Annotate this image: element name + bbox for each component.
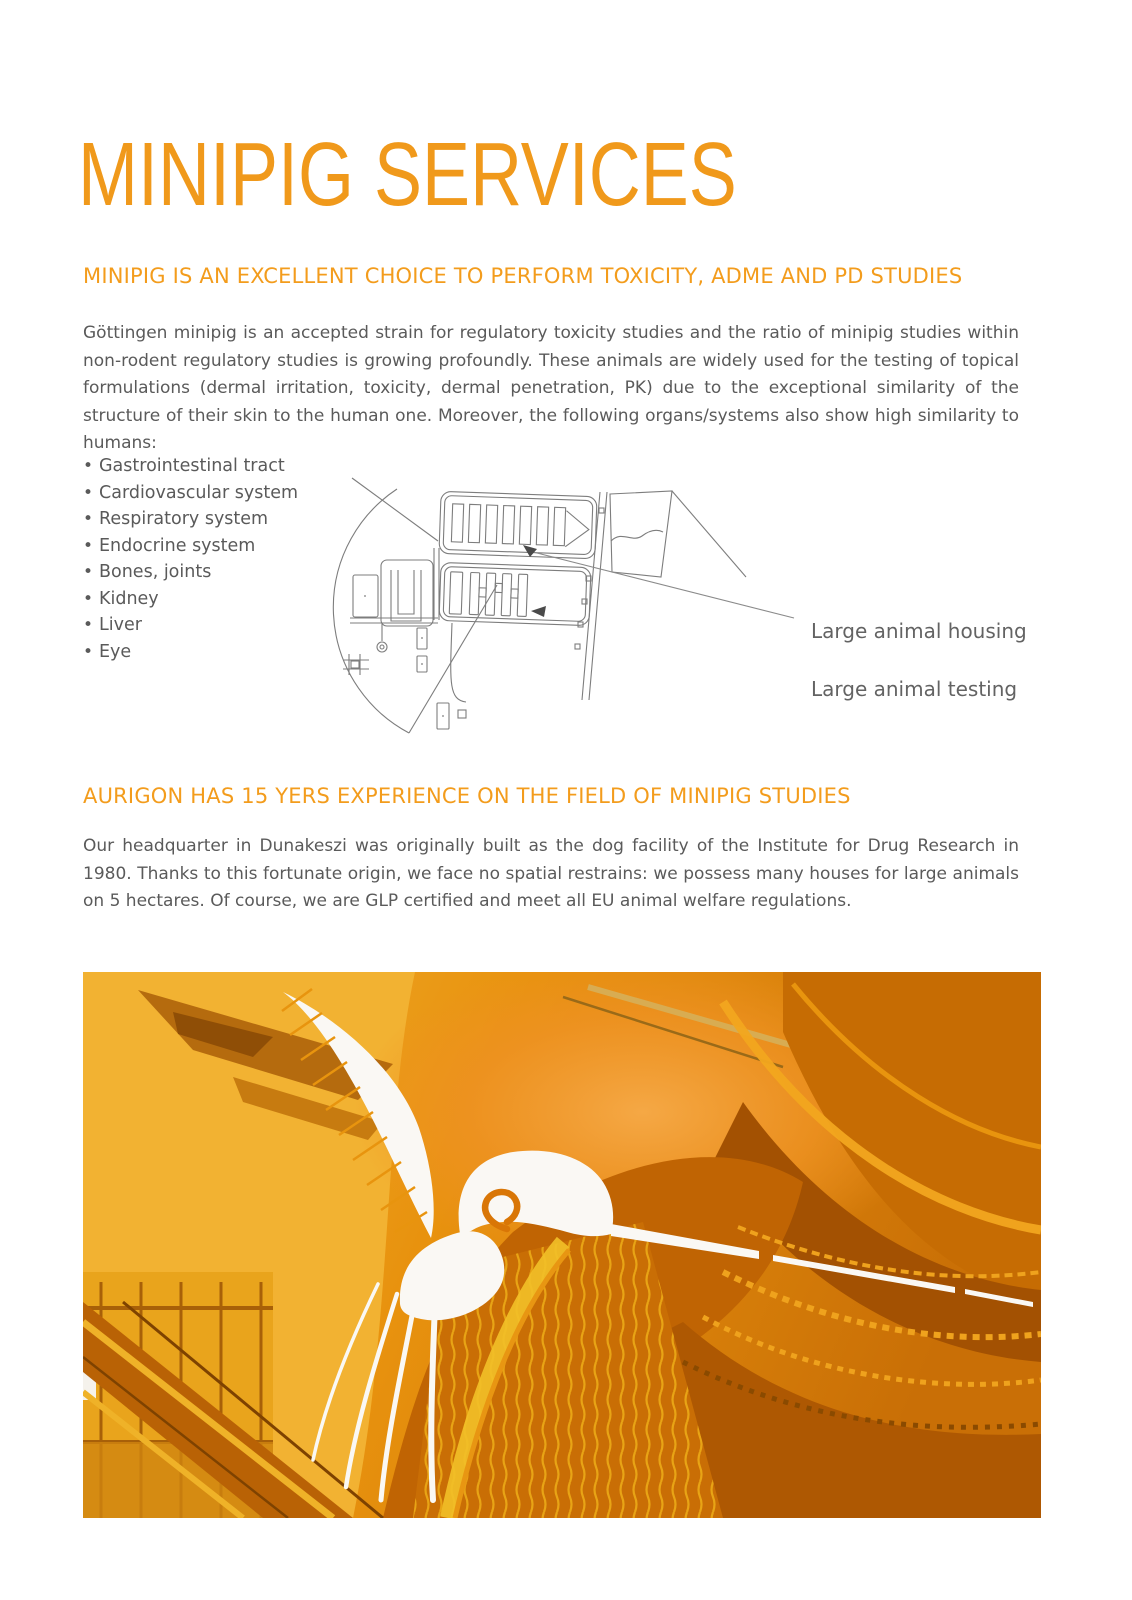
facility-photo [83,972,1041,1518]
bullet-marker: • [83,588,94,609]
bullet-label: Cardiovascular system [99,482,299,503]
bullet-label: Endocrine system [99,535,256,556]
arrow-icon-housing [523,545,537,557]
u-building-enclosure [381,560,433,626]
arrow-icon-testing [531,606,546,617]
paragraph-experience: Our headquarter in Dunakeszi was originally built as the dog facility of the Institute for Drug Research in 1980. Thanks to this fortunate origin, we face no spatial restrains: we possess many houses for large animals on 5 hectares. Of course, we are GLP certified and meet all EU animal welfare regulations. [83,836,1019,911]
paragraph-toxicity: Göttingen minipig is an accepted strain for regulatory toxicity studies and the ratio of minipig studies within non-rodent regulatory studies is growing profoundly. These animals are widely used for the testing of topical formulations (dermal irritation, toxicity, dermal penetration, PK) due to the exceptional similarity of the structure of their skin to the human one. Moreover, the following organs/systems also show high similarity to humans: [83,323,1019,453]
bullet-label: Gastrointestinal tract [99,456,285,476]
bullet-marker: • [83,615,94,635]
bullet-marker: • [83,509,94,529]
bullet-label: Bones, joints [99,562,212,582]
bullet-marker: • [83,482,94,503]
pond-outline [610,491,672,577]
housing-building [439,491,597,558]
u-building [391,570,421,621]
bullet-label: Respiratory system [99,509,269,529]
bullet-label: Liver [99,615,142,635]
bullet-marker: • [83,535,94,556]
section-heading-toxicity: MINIPIG IS AN EXCELLENT CHOICE TO PERFORM TOXICITY, ADME AND PD STUDIES [83,264,963,288]
label-large-animal-housing: Large animal housing [811,619,1027,643]
leader-line-housing [533,552,794,618]
plaza-symbol [343,654,369,675]
bullet-marker: • [83,456,94,476]
bullet-marker: • [83,641,94,662]
label-large-animal-testing: Large animal testing [811,677,1018,701]
page-title [78,125,878,225]
testing-building [439,562,591,625]
bullet-marker: • [83,562,94,582]
page-title-text: MINIPIG SERVICES [78,125,737,225]
section-heading-experience: AURIGON HAS 15 YERS EXPERIENCE ON THE FIELD OF MINIPIG STUDIES [83,784,851,808]
bullet-label: Eye [99,641,132,662]
bullet-label: Kidney [99,588,159,609]
